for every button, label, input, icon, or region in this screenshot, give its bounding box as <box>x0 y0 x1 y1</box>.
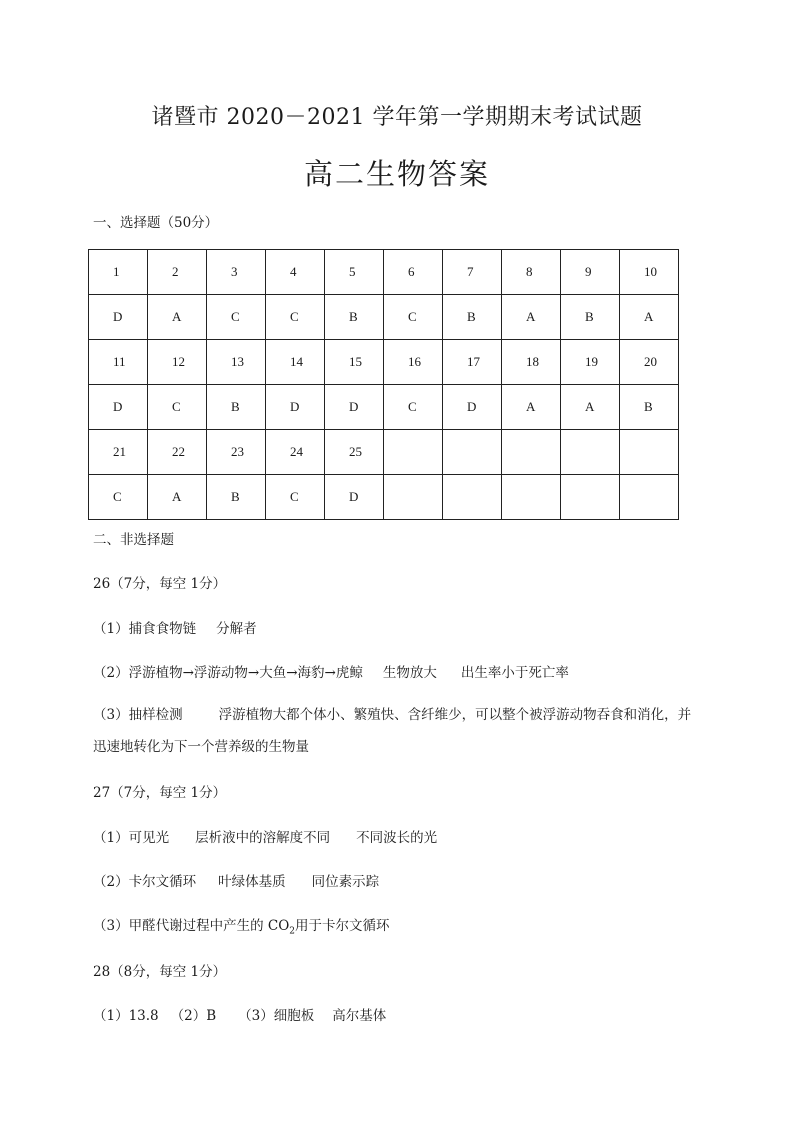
table-row <box>89 340 679 385</box>
table-cell: 22 <box>148 430 207 475</box>
table-cell: A <box>561 385 620 430</box>
table-cell: A <box>502 295 561 340</box>
document-title: 诸暨市 2020－2021 学年第一学期期末考试试题 <box>151 105 643 130</box>
table-row <box>89 385 679 430</box>
table-cell: C <box>207 295 266 340</box>
q26-a2c: 出生率小于死亡率 <box>460 665 569 681</box>
table-row <box>89 250 679 295</box>
table-cell: C <box>266 475 325 520</box>
table-cell: A <box>148 475 207 520</box>
table-cell: B <box>620 385 679 430</box>
table-cell: 14 <box>266 340 325 385</box>
table-cell: 25 <box>325 430 384 475</box>
table-row <box>89 430 679 475</box>
table-cell: 1 <box>89 250 148 295</box>
table-cell: 12 <box>148 340 207 385</box>
table-cell <box>443 475 502 520</box>
table-cell: C <box>266 295 325 340</box>
document-subtitle: 高二生物答案 <box>303 157 490 191</box>
table-cell: 6 <box>384 250 443 295</box>
q26-answer-2 <box>93 661 569 681</box>
table-cell <box>620 475 679 520</box>
q27-a3-sub: 2 <box>289 926 296 937</box>
table-cell: A <box>148 295 207 340</box>
q26-a1: （1）捕食食物链 <box>93 621 197 637</box>
table-cell: C <box>89 475 148 520</box>
q27-a2: （2）卡尔文循环 <box>93 874 197 890</box>
q27-a1b: 层析液中的溶解度不同 <box>195 830 331 846</box>
table-cell: 19 <box>561 340 620 385</box>
table-cell: B <box>561 295 620 340</box>
table-cell: 24 <box>266 430 325 475</box>
answer-table <box>88 249 679 520</box>
table-row <box>89 475 679 520</box>
table-cell: 9 <box>561 250 620 295</box>
table-cell: 16 <box>384 340 443 385</box>
table-cell: D <box>266 385 325 430</box>
table-cell: A <box>620 295 679 340</box>
table-cell: 4 <box>266 250 325 295</box>
table-cell: 11 <box>89 340 148 385</box>
q26-a2: （2）浮游植物→浮游动物→大鱼→海豹→虎鲸 <box>93 665 363 681</box>
table-cell <box>443 430 502 475</box>
table-cell: D <box>89 295 148 340</box>
q27-a3-post: 用于卡尔文循环 <box>295 918 390 934</box>
table-cell: B <box>207 385 266 430</box>
table-cell <box>620 430 679 475</box>
table-cell: C <box>384 295 443 340</box>
table-cell: B <box>325 295 384 340</box>
table-cell <box>502 475 561 520</box>
q27-answer-3 <box>93 914 390 937</box>
table-cell: B <box>207 475 266 520</box>
table-cell: 5 <box>325 250 384 295</box>
table-cell: B <box>443 295 502 340</box>
table-cell: 18 <box>502 340 561 385</box>
table-cell <box>561 430 620 475</box>
table-cell <box>561 475 620 520</box>
table-cell: 23 <box>207 430 266 475</box>
table-cell: C <box>148 385 207 430</box>
q28-a3: （3）细胞板 <box>238 1008 315 1024</box>
table-cell: D <box>325 475 384 520</box>
q27-answer-1 <box>93 826 437 846</box>
section-1-heading: 一、选择题（50分） <box>93 215 219 231</box>
q28-a1: （1）13.8 <box>93 1008 159 1024</box>
q26-a2b: 生物放大 <box>382 665 437 681</box>
q27-a2c: 同位素示踪 <box>311 874 380 890</box>
table-cell: 15 <box>325 340 384 385</box>
table-cell: 10 <box>620 250 679 295</box>
table-cell: 8 <box>502 250 561 295</box>
q26-answer-1 <box>93 617 257 637</box>
table-cell: 17 <box>443 340 502 385</box>
table-cell <box>384 430 443 475</box>
table-cell: 3 <box>207 250 266 295</box>
table-cell: 21 <box>89 430 148 475</box>
table-cell: C <box>384 385 443 430</box>
q27-answer-2 <box>93 870 379 890</box>
q28-header: 28（8分，每空 1分） <box>93 964 227 980</box>
table-cell <box>384 475 443 520</box>
q26-answer-3 <box>93 699 703 763</box>
table-cell: 2 <box>148 250 207 295</box>
q27-a1: （1）可见光 <box>93 830 170 846</box>
table-cell: D <box>443 385 502 430</box>
table-cell: A <box>502 385 561 430</box>
q26-a3: （3）抽样检测 <box>93 707 183 723</box>
table-cell: 13 <box>207 340 266 385</box>
q27-header: 27（7分，每空 1分） <box>93 785 227 801</box>
table-cell: D <box>325 385 384 430</box>
q27-a1c: 不同波长的光 <box>356 830 438 846</box>
table-cell: D <box>89 385 148 430</box>
q28-a2: （2）B <box>170 1008 217 1024</box>
q27-a3-pre: （3）甲醛代谢过程中产生的 CO <box>93 918 290 934</box>
section-2-heading: 二、非选择题 <box>93 532 174 548</box>
q27-a2b: 叶绿体基质 <box>218 874 286 890</box>
table-cell: 7 <box>443 250 502 295</box>
table-cell: 20 <box>620 340 679 385</box>
q26-a1b: 分解者 <box>216 621 257 637</box>
q28-answer-1 <box>93 1004 386 1024</box>
q28-a3b: 高尔基体 <box>332 1008 387 1024</box>
table-row <box>89 295 679 340</box>
q26-header: 26（7分，每空 1分） <box>93 576 227 592</box>
table-cell <box>502 430 561 475</box>
q26-a3b: 浮游植物大都个体小、繁殖快、含纤维少，可以整个被浮游动物吞食和消化，并迅速地转化为下一个营养级的生物量 <box>93 707 692 755</box>
